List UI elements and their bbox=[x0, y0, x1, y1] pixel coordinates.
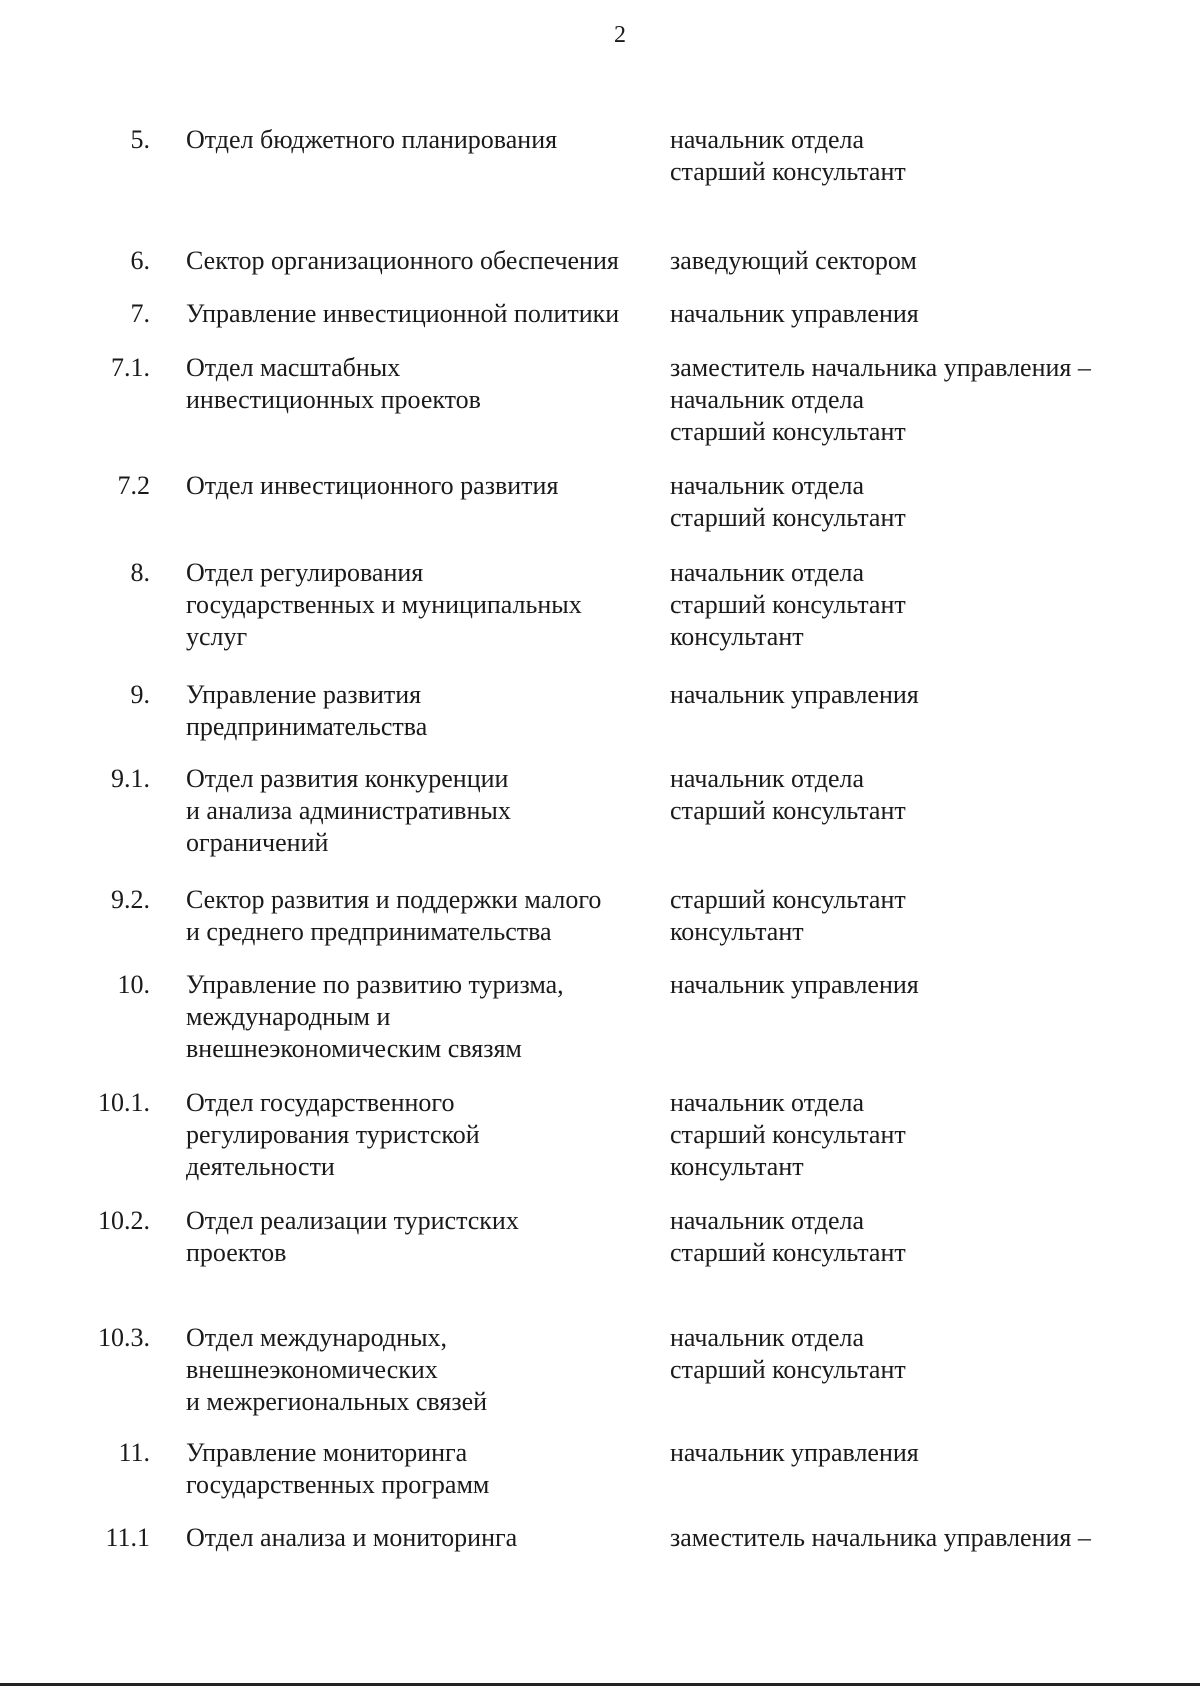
department-name bbox=[186, 557, 656, 653]
department-name-line: и межрегиональных связей bbox=[186, 1387, 488, 1416]
department-name-line: регулирования туристской bbox=[186, 1120, 480, 1149]
department-name bbox=[186, 679, 656, 743]
item-number: 5. bbox=[130, 125, 150, 154]
position-titles bbox=[670, 1205, 1180, 1269]
position-titles bbox=[670, 245, 1180, 277]
position-title: начальник отдела bbox=[670, 125, 865, 154]
department-name-line: деятельности bbox=[186, 1152, 335, 1181]
position-title: заведующий сектором bbox=[670, 246, 917, 275]
item-number: 9.2. bbox=[111, 885, 150, 914]
position-titles bbox=[670, 679, 1180, 711]
position-title: старший консультант bbox=[670, 590, 906, 619]
position-title: консультант bbox=[670, 917, 804, 946]
department-name bbox=[186, 298, 656, 330]
department-name-line: Управление мониторинга bbox=[186, 1438, 468, 1467]
department-name-line: Управление развития bbox=[186, 680, 422, 709]
position-titles bbox=[670, 969, 1180, 1001]
position-titles bbox=[670, 352, 1180, 448]
department-name-line: внешнеэкономических bbox=[186, 1355, 438, 1384]
position-title: начальник управления bbox=[670, 299, 919, 328]
item-number: 6. bbox=[130, 246, 150, 275]
department-name bbox=[186, 124, 656, 156]
item-number: 7. bbox=[130, 299, 150, 328]
page-number: 2 bbox=[614, 22, 626, 48]
department-name bbox=[186, 245, 656, 277]
department-name bbox=[186, 352, 656, 416]
position-title: старший консультант bbox=[670, 1238, 906, 1267]
department-name-line: Сектор организационного обеспечения bbox=[186, 246, 619, 275]
department-name-line: Отдел регулирования bbox=[186, 558, 424, 587]
position-titles bbox=[670, 124, 1180, 188]
department-name bbox=[186, 1437, 656, 1501]
department-name bbox=[186, 470, 656, 502]
position-title: старший консультант bbox=[670, 796, 906, 825]
position-titles bbox=[670, 763, 1180, 827]
department-name-line: услуг bbox=[186, 622, 248, 651]
department-name-line: Отдел бюджетного планирования bbox=[186, 125, 558, 154]
position-title: старший консультант bbox=[670, 1120, 906, 1149]
department-name-line: предпринимательства bbox=[186, 712, 428, 741]
item-number: 8. bbox=[130, 558, 150, 587]
position-title: старший консультант bbox=[670, 1355, 906, 1384]
position-title: старший консультант bbox=[670, 157, 906, 186]
position-titles bbox=[670, 1522, 1180, 1554]
item-number: 7.2 bbox=[117, 471, 150, 500]
department-name-line: государственных и муниципальных bbox=[186, 590, 582, 619]
bottom-rule bbox=[0, 1683, 1200, 1686]
item-number: 10.1. bbox=[98, 1088, 150, 1117]
item-number: 10. bbox=[117, 970, 150, 999]
position-titles bbox=[670, 1087, 1180, 1183]
position-titles bbox=[670, 1437, 1180, 1469]
position-titles bbox=[670, 557, 1180, 653]
position-title: начальник отдела bbox=[670, 1206, 865, 1235]
department-name-line: Отдел масштабных bbox=[186, 353, 401, 382]
position-titles bbox=[670, 298, 1180, 330]
position-titles bbox=[670, 1322, 1180, 1386]
department-name-line: Управление по развитию туризма, bbox=[186, 970, 564, 999]
department-name-line: Отдел реализации туристских bbox=[186, 1206, 519, 1235]
position-title: начальник управления bbox=[670, 680, 919, 709]
department-name-line: Отдел инвестиционного развития bbox=[186, 471, 559, 500]
position-title: консультант bbox=[670, 1152, 804, 1181]
department-name-line: Отдел анализа и мониторинга bbox=[186, 1523, 518, 1552]
department-name-line: проектов bbox=[186, 1238, 287, 1267]
department-name-line: Сектор развития и поддержки малого bbox=[186, 885, 602, 914]
department-name bbox=[186, 1322, 656, 1418]
item-number: 11.1 bbox=[105, 1523, 150, 1552]
department-name-line: ограничений bbox=[186, 828, 329, 857]
item-number: 9. bbox=[130, 680, 150, 709]
position-title: начальник управления bbox=[670, 1438, 919, 1467]
position-title: старший консультант bbox=[670, 885, 906, 914]
position-title: начальник управления bbox=[670, 970, 919, 999]
position-title: начальник отдела bbox=[670, 471, 865, 500]
department-name-line: внешнеэкономическим связям bbox=[186, 1034, 522, 1063]
department-name bbox=[186, 1205, 656, 1269]
position-title: старший консультант bbox=[670, 417, 906, 446]
position-title: заместитель начальника управления – bbox=[670, 1523, 1091, 1552]
item-number: 10.3. bbox=[98, 1323, 150, 1352]
department-name-line: международным и bbox=[186, 1002, 391, 1031]
item-number: 7.1. bbox=[111, 353, 150, 382]
department-name bbox=[186, 1087, 656, 1183]
position-title: начальник отдела bbox=[670, 385, 865, 414]
position-title: начальник отдела bbox=[670, 558, 865, 587]
position-title: начальник отдела bbox=[670, 764, 865, 793]
position-title: начальник отдела bbox=[670, 1088, 865, 1117]
department-name-line: и среднего предпринимательства bbox=[186, 917, 552, 946]
department-name-line: государственных программ bbox=[186, 1470, 490, 1499]
item-number: 9.1. bbox=[111, 764, 150, 793]
item-number: 11. bbox=[118, 1438, 150, 1467]
position-titles bbox=[670, 884, 1180, 948]
department-name-line: и анализа административных bbox=[186, 796, 511, 825]
item-number: 10.2. bbox=[98, 1206, 150, 1235]
department-name bbox=[186, 969, 656, 1065]
department-name bbox=[186, 884, 656, 948]
department-name-line: Отдел государственного bbox=[186, 1088, 455, 1117]
position-title: старший консультант bbox=[670, 503, 906, 532]
position-titles bbox=[670, 470, 1180, 534]
department-name-line: Отдел международных, bbox=[186, 1323, 448, 1352]
department-name-line: Управление инвестиционной политики bbox=[186, 299, 620, 328]
department-name bbox=[186, 1522, 656, 1554]
department-name bbox=[186, 763, 656, 859]
position-title: начальник отдела bbox=[670, 1323, 865, 1352]
department-name-line: инвестиционных проектов bbox=[186, 385, 481, 414]
department-name-line: Отдел развития конкуренции bbox=[186, 764, 509, 793]
position-title: заместитель начальника управления – bbox=[670, 353, 1091, 382]
position-title: консультант bbox=[670, 622, 804, 651]
